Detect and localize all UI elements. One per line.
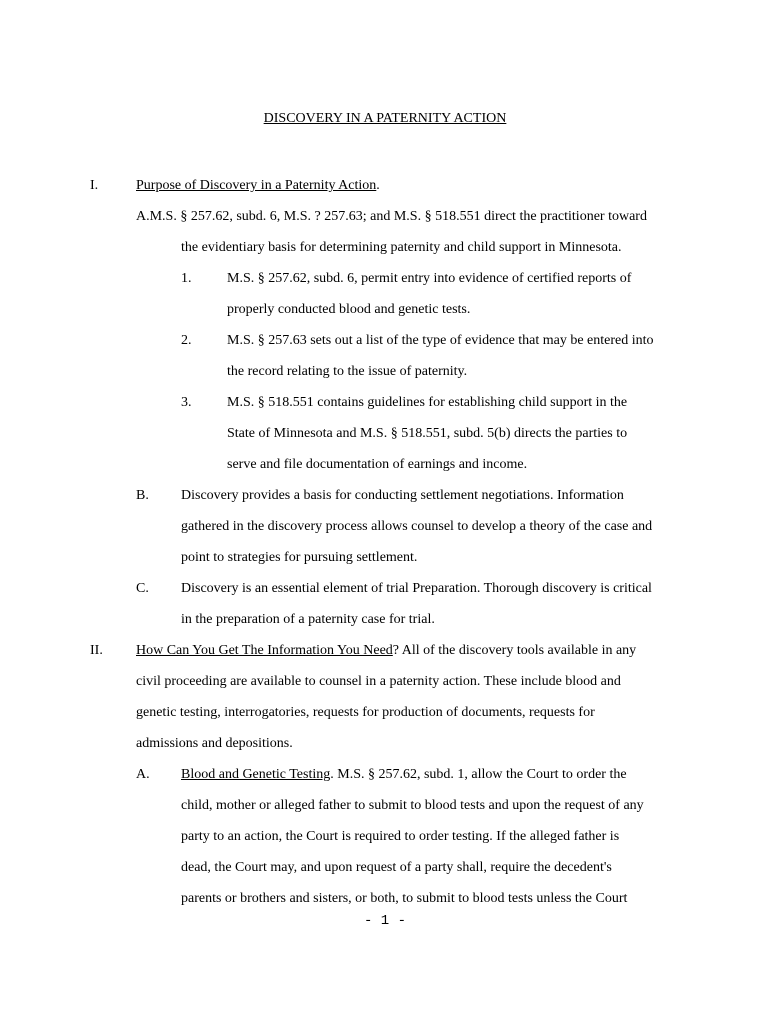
subsection-b-line: gathered in the discovery process allows counsel to develop a theory of the case and	[181, 519, 653, 534]
subsection-a-heading-rest: . M.S. § 257.62, subd. 1, allow the Court to order the	[330, 767, 627, 782]
subsection-b-line: Discovery provides a basis for conducting settlement negotiations. Information	[181, 488, 624, 503]
document-title: DISCOVERY IN A PATERNITY ACTION	[263, 111, 507, 126]
section2-marker: II.	[90, 643, 103, 658]
item-line: M.S. § 257.62, subd. 6, permit entry into evidence of certified reports of	[227, 271, 632, 286]
item-line: M.S. § 257.63 sets out a list of the type of evidence that may be entered into	[227, 333, 654, 348]
section1-intro-line: the evidentiary basis for determining paternity and child support in Minnesota.	[181, 240, 622, 255]
subsection-a-line: dead, the Court may, and upon request of a party shall, require the decedent's	[181, 860, 612, 875]
section1-heading-punct: .	[376, 178, 380, 193]
subsection-a-heading: Blood and Genetic Testing	[181, 767, 331, 782]
section2-line: admissions and depositions.	[136, 736, 293, 751]
subsection-a-line: child, mother or alleged father to submit to blood tests and upon the request of any	[181, 798, 644, 813]
subsection-a-heading-line	[181, 766, 627, 784]
page-number: - 1 -	[363, 913, 406, 929]
section1-intro-line: A.M.S. § 257.62, subd. 6, M.S. ? 257.63; and M.S. § 518.551 direct the practitioner toward	[136, 209, 647, 224]
section1-heading-line	[136, 177, 380, 195]
subsection-c-line: Discovery is an essential element of trial Preparation. Thorough discovery is critical	[181, 581, 652, 596]
section2-heading-rest: ? All of the discovery tools available in any	[392, 643, 637, 658]
subsection-c-line: in the preparation of a paternity case for trial.	[181, 612, 435, 627]
section2-heading: How Can You Get The Information You Need	[136, 643, 393, 658]
item-line: serve and file documentation of earnings and income.	[227, 457, 528, 472]
subsection-a-line: parents or brothers and sisters, or both, to submit to blood tests unless the Court	[181, 891, 628, 906]
section2-heading-line	[136, 642, 636, 660]
subsection-c-marker: C.	[136, 581, 149, 596]
section1-heading: Purpose of Discovery in a Paternity Action	[136, 178, 377, 193]
item-line: the record relating to the issue of paternity.	[227, 364, 468, 379]
item-line: M.S. § 518.551 contains guidelines for establishing child support in the	[227, 395, 628, 410]
subsection-b-marker: B.	[136, 488, 149, 503]
subsection-a-line: party to an action, the Court is required to order testing. If the alleged father is	[181, 829, 620, 844]
item-number: 2.	[181, 333, 192, 348]
item-line: properly conducted blood and genetic tests.	[227, 302, 471, 317]
item-line: State of Minnesota and M.S. § 518.551, subd. 5(b) directs the parties to	[227, 426, 628, 441]
section1-marker: I.	[90, 178, 99, 193]
section2-line: civil proceeding are available to counsel in a paternity action. These include blood and	[136, 674, 621, 689]
item-number: 1.	[181, 271, 192, 286]
subsection-a-marker: A.	[136, 767, 150, 782]
subsection-b-line: point to strategies for pursuing settlement.	[181, 550, 418, 565]
section2-line: genetic testing, interrogatories, requests for production of documents, requests for	[136, 705, 595, 720]
item-number: 3.	[181, 395, 192, 410]
